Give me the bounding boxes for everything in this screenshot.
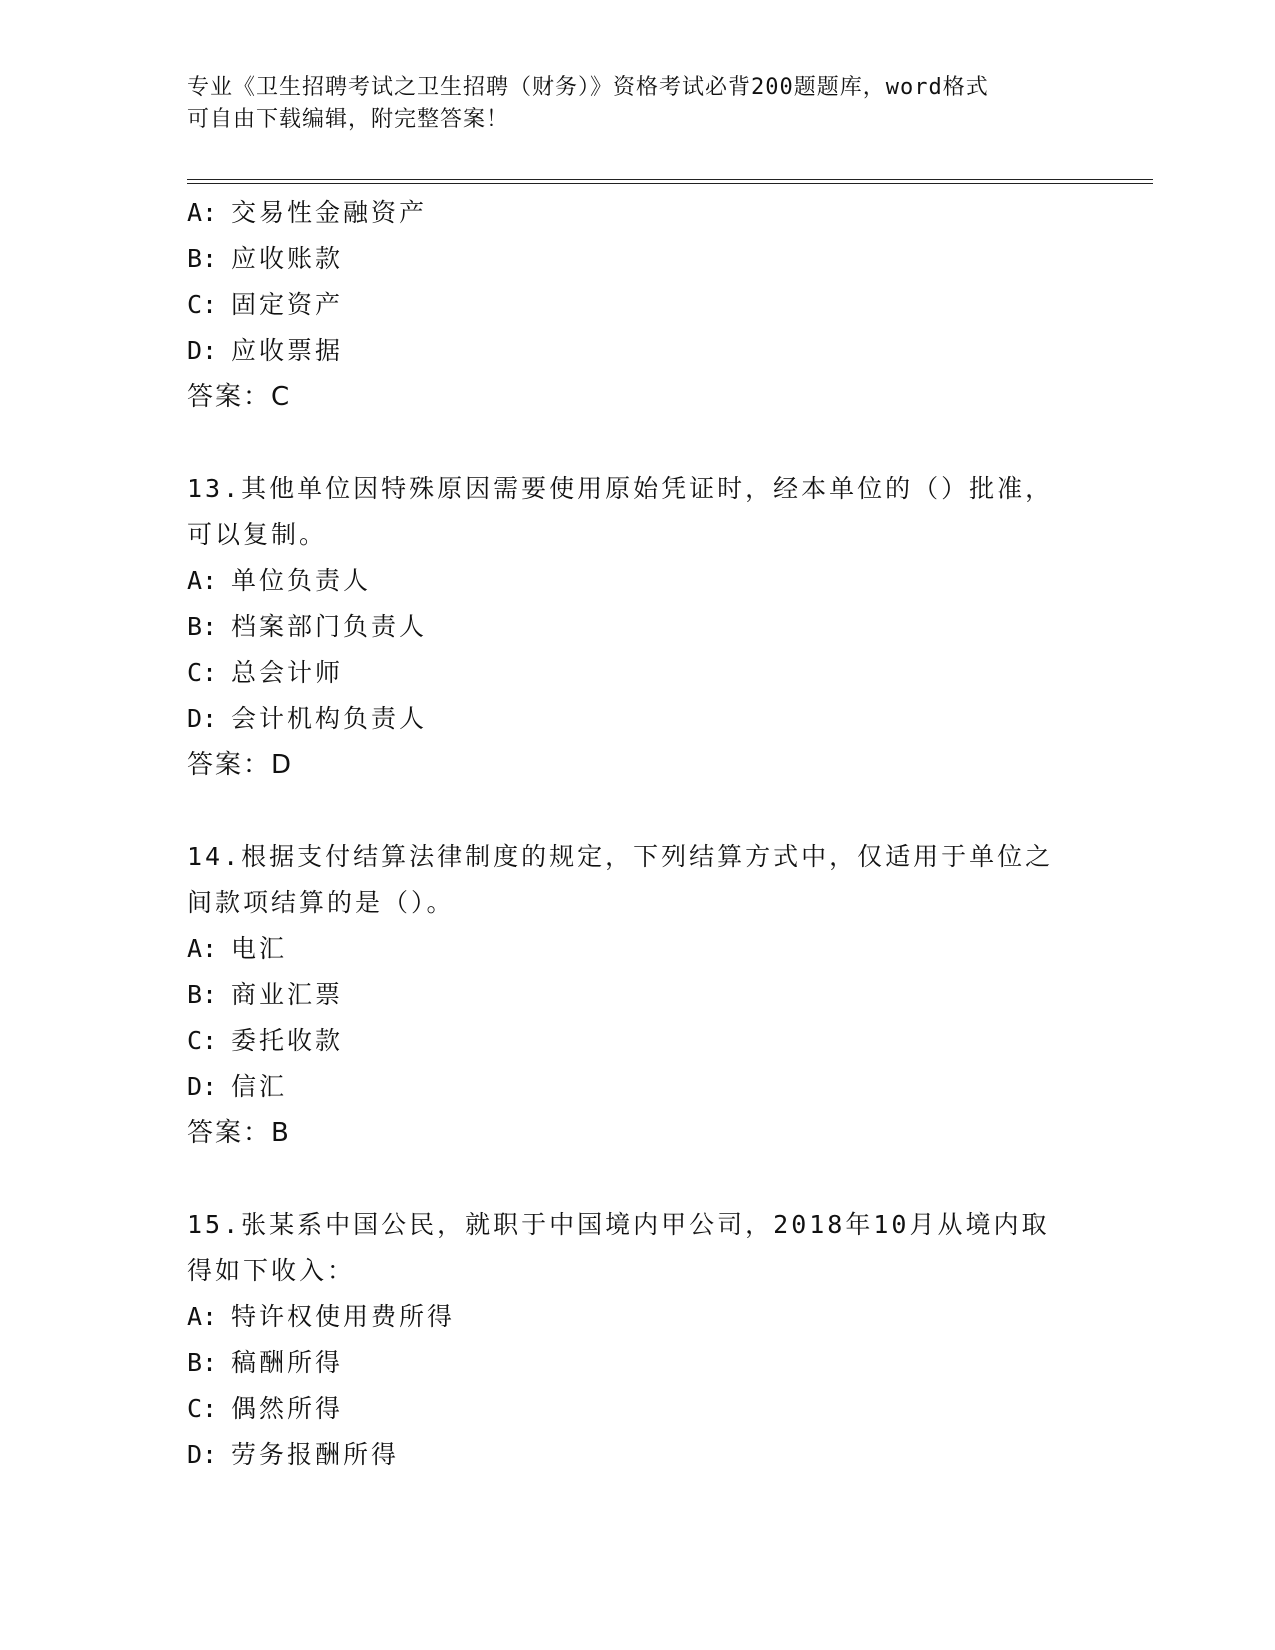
question-stem: 14.根据支付结算法律制度的规定，下列结算方式中，仅适用于单位之	[187, 842, 1054, 871]
option-a	[187, 1294, 1087, 1340]
option-text: 应收账款	[231, 244, 344, 273]
spacer	[187, 420, 1087, 466]
option-c	[187, 282, 1087, 328]
option-d	[187, 1064, 1087, 1110]
option-text: 固定资产	[231, 290, 344, 319]
option-text: 偶然所得	[231, 1394, 344, 1423]
spacer	[187, 788, 1087, 834]
option-label: D:	[187, 1440, 218, 1469]
option-text: 会计机构负责人	[231, 704, 428, 733]
option-a	[187, 558, 1087, 604]
option-label: A:	[187, 198, 218, 227]
question-stem-continued: 得如下收入：	[187, 1256, 356, 1285]
answer-line: 答案：B	[187, 1118, 291, 1148]
option-text: 电汇	[231, 934, 288, 963]
option-label: A:	[187, 1302, 218, 1331]
option-d	[187, 696, 1087, 742]
option-a	[187, 926, 1087, 972]
option-text: 总会计师	[231, 658, 344, 687]
option-b	[187, 604, 1087, 650]
question-list	[187, 190, 1087, 1478]
option-text: 档案部门负责人	[231, 612, 428, 641]
option-text: 应收票据	[231, 336, 344, 365]
option-label: C:	[187, 658, 218, 687]
header-title-line-1: 专业《卫生招聘考试之卫生招聘（财务）》资格考试必背200题题库，word格式	[187, 75, 989, 100]
question-stem: 15.张某系中国公民，就职于中国境内甲公司，2018年10月从境内取	[187, 1210, 1050, 1239]
question-15	[187, 1202, 1087, 1478]
option-d	[187, 328, 1087, 374]
option-text: 单位负责人	[231, 566, 372, 595]
spacer	[187, 1156, 1087, 1202]
option-text: 委托收款	[231, 1026, 344, 1055]
option-label: A:	[187, 934, 218, 963]
option-label: B:	[187, 1348, 218, 1377]
option-b	[187, 972, 1087, 1018]
question-13	[187, 466, 1087, 788]
header-divider-top	[187, 179, 1153, 180]
answer-line: 答案：C	[187, 382, 292, 412]
option-label: C:	[187, 1394, 218, 1423]
option-label: B:	[187, 244, 218, 273]
option-text: 稿酬所得	[231, 1348, 344, 1377]
option-label: D:	[187, 1072, 218, 1101]
option-label: B:	[187, 612, 218, 641]
document-header	[187, 72, 1067, 136]
header-divider-bottom	[187, 183, 1153, 184]
previous-question-block	[187, 190, 1087, 420]
question-stem-continued: 可以复制。	[187, 520, 328, 549]
answer-line: 答案：D	[187, 750, 294, 780]
option-label: D:	[187, 336, 218, 365]
option-label: C:	[187, 290, 218, 319]
option-text: 劳务报酬所得	[231, 1440, 400, 1469]
option-a	[187, 190, 1087, 236]
option-label: D:	[187, 704, 218, 733]
option-text: 特许权使用费所得	[231, 1302, 456, 1331]
question-stem: 13.其他单位因特殊原因需要使用原始凭证时，经本单位的（）批准，	[187, 474, 1054, 503]
question-stem-continued: 间款项结算的是（）。	[187, 888, 455, 917]
option-text: 商业汇票	[231, 980, 344, 1009]
option-text: 信汇	[231, 1072, 288, 1101]
option-text: 交易性金融资产	[231, 198, 428, 227]
option-label: C:	[187, 1026, 218, 1055]
header-title-line-2: 可自由下载编辑，附完整答案！	[187, 107, 510, 132]
option-c	[187, 1386, 1087, 1432]
question-14	[187, 834, 1087, 1156]
option-c	[187, 1018, 1087, 1064]
option-label: A:	[187, 566, 218, 595]
option-c	[187, 650, 1087, 696]
option-label: B:	[187, 980, 218, 1009]
option-b	[187, 1340, 1087, 1386]
option-b	[187, 236, 1087, 282]
option-d	[187, 1432, 1087, 1478]
